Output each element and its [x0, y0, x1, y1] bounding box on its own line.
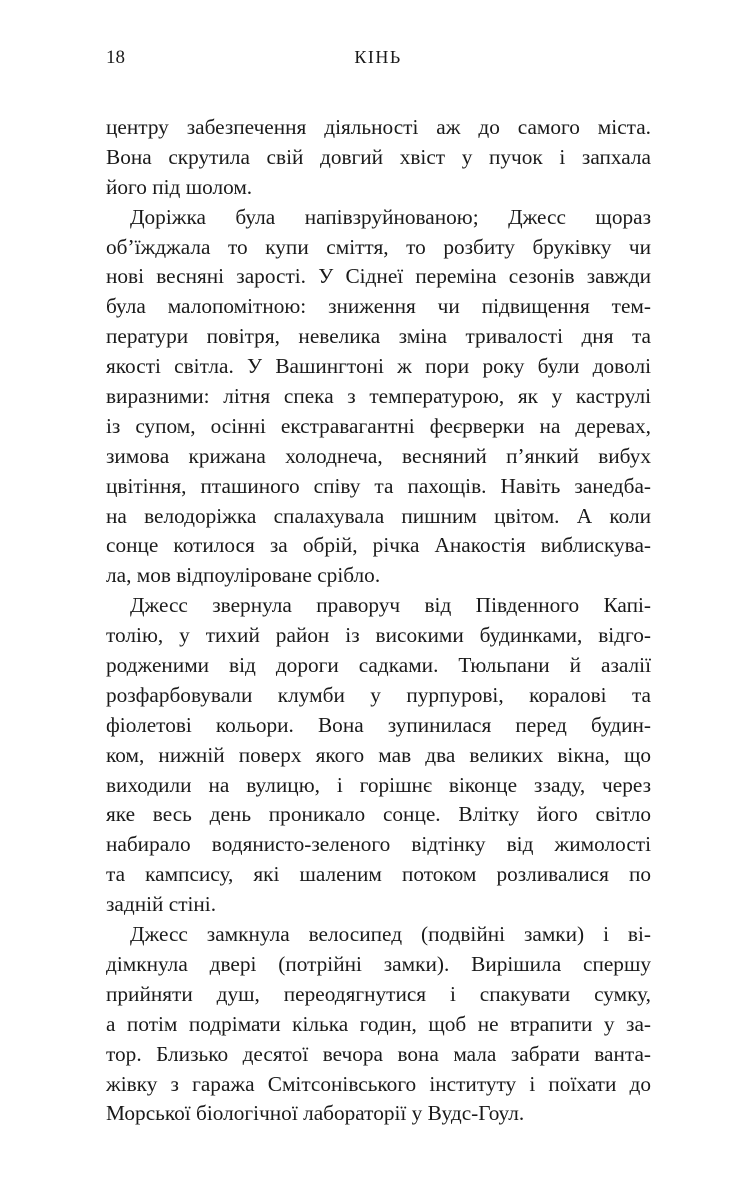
text-line: толію, у тихий район із високими будинками, відго-	[106, 623, 651, 648]
text-line: виходили на вулицю, і горішнє віконце ззаду, через	[106, 772, 651, 797]
text-line: прийняти душ, переодягнутися і спакувати сумку,	[106, 981, 651, 1006]
text-line: із супом, осінні екстравагантні феєрверки на деревах,	[106, 413, 651, 438]
text-line: виразними: літня спека з температурою, як у каструлі	[106, 384, 651, 409]
page-number: 18	[106, 47, 125, 68]
text-line: набирало водянисто-зеленого відтінку від жимолості	[106, 832, 651, 857]
text-line: ператури повітря, невелика зміна тривалості дня та	[106, 324, 651, 349]
text-line: його під шолом.	[106, 174, 253, 199]
text-line: фіолетові кольори. Вона зупинилася перед будин-	[106, 712, 651, 737]
text-line: нові весняні зарості. У Сіднеї переміна сезонів завжди	[106, 264, 651, 289]
text-line: якості світла. У Вашингтоні ж пори року були доволі	[106, 354, 651, 379]
text-line: об’їжджала то купи сміття, то розбиту бруківку чи	[106, 234, 651, 259]
text-line: Морської біологічної лабораторії у Вудс-Гоул.	[106, 1101, 525, 1126]
text-line: Джесс звернула праворуч від Південного Капі-	[130, 593, 651, 618]
text-line: та кампсису, які шаленим потоком розливалися по	[106, 862, 651, 887]
text-line: зимова крижана холоднеча, весняний п’янкий вибух	[106, 443, 651, 468]
text-line: на велодоріжка спалахувала пишним цвітом. А коли	[106, 503, 651, 528]
paragraph	[106, 591, 651, 920]
text-line: ла, мов відпоуліроване срібло.	[106, 563, 381, 588]
paragraph	[106, 113, 651, 203]
text-line: яке весь день проникало сонце. Влітку його світло	[106, 802, 651, 827]
text-line: дімкнула двері (потрійні замки). Вирішила спершу	[106, 951, 651, 976]
body-text	[106, 113, 651, 1129]
text-line: а потім подрімати кілька годин, щоб не втрапити у за-	[106, 1011, 651, 1036]
text-line: задній стіні.	[106, 892, 217, 917]
text-line: Вона скрутила свій довгий хвіст у пучок і запхала	[106, 144, 651, 169]
text-line: була малопомітною: зниження чи підвищення тем-	[106, 294, 651, 319]
paragraph	[106, 920, 651, 1129]
paragraph	[106, 203, 651, 592]
text-line: жівку з гаража Смітсонівського інституту і поїхати до	[106, 1071, 651, 1096]
text-line: тор. Близько десятої вечора вона мала забрати ванта-	[106, 1041, 651, 1066]
text-line: родженими від дороги садками. Тюльпани й азалії	[106, 653, 651, 678]
running-title: КІНЬ	[354, 47, 402, 67]
text-line: сонце котилося за обрій, річка Анакостія виблискува-	[106, 533, 651, 558]
text-line: розфарбовували клумби у пурпурові, коралові та	[106, 682, 651, 707]
text-line: центру забезпечення діяльності аж до самого міста.	[106, 115, 651, 139]
text-line: Доріжка була напівзруйнованою; Джесс щораз	[130, 204, 651, 229]
text-line: ком, нижній поверх якого мав два великих вікна, що	[106, 742, 651, 767]
text-line: Джесс замкнула велосипед (подвійні замки) і ві-	[130, 922, 651, 947]
text-line: цвітіння, пташиного співу та пахощів. Навіть занедба-	[106, 473, 651, 498]
